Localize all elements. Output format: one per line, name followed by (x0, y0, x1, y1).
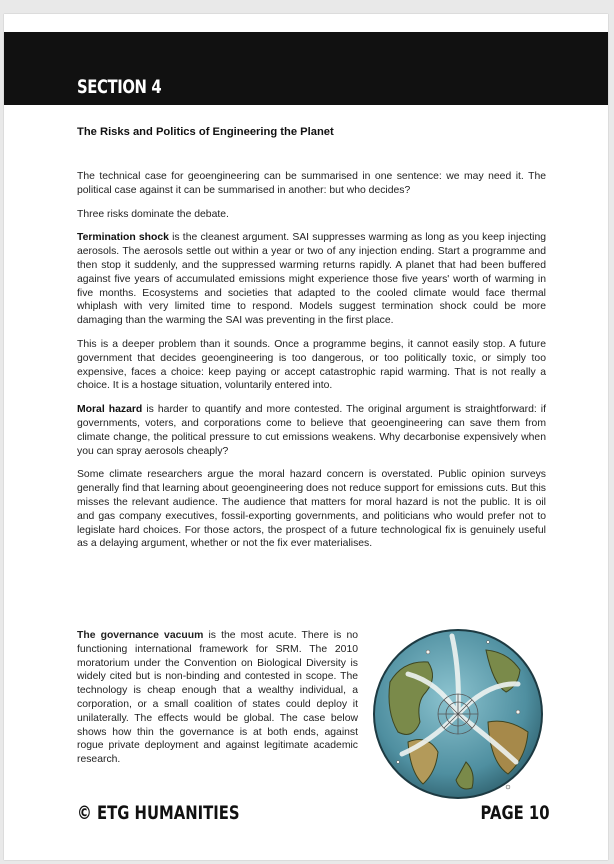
paragraph-governance-vacuum (77, 629, 358, 767)
paragraph-termination-shock (77, 231, 546, 328)
paragraph-moral-hazard-critique: Some climate researchers argue the moral hazard concern is overstated. Public opinion surveys generally find that learning about geoengineering does not reduce support for emissions cuts. But this misses the relevant audience. The audience that matters for moral hazard is not the public. It is oil and gas company executives, fossil-exporting governments, and politicians who would prefer not to legislate hard choices. For those actors, the prospect of a future technological fix is genuinely useful as a delaying argument, whether or not the fix ever materialises. (77, 469, 546, 550)
paragraph-hostage: This is a deeper problem than it sounds. Once a programme begins, it cannot easily stop. A future government that decides geoengineering is too dangerous, or too politically toxic, or simply too expensive, faces a choice: keep paying or accept catastrophic rapid warming. That is not really a choice. It is a hostage situation, voluntarily entered into. (77, 338, 546, 392)
article-body (77, 170, 546, 561)
governance-vacuum-text: is the most acute. There is no functioning international framework for SRM. The 2010 moratorium under the Convention on Biological Diversity is widely cited but is non-binding and contested in scope. The technology is cheap enough that a wealthy individual, a corporation, or a small coalition of states could deploy it unilaterally. The effects would be global. The case below shows how thin the governance is at both ends, against rogue private deployment and against legitimate academic research. (77, 630, 359, 766)
footer-brand: © ETG HUMANITIES (77, 802, 240, 824)
paragraph-moral-hazard (77, 403, 546, 458)
term-moral-hazard: Moral hazard (77, 404, 143, 416)
moral-hazard-text: is harder to quantify and more contested. The original argument is straightforward: if governments, voters, and corporations come to believe that geoengineering can save them from climate change, the political pressure to cut emissions weakens. Why decarbonise expensively when you can spray aerosols cheaply? (77, 404, 546, 457)
page (4, 14, 608, 860)
article-heading: The Risks and Politics of Engineering the Planet (77, 126, 334, 138)
page-number: PAGE 10 (480, 802, 550, 824)
paragraph-three-risks: Three risks dominate the debate. (77, 208, 229, 220)
paragraph-intro: The technical case for geoengineering can be summarised in one sentence: we may need it. The political case against it can be summarised in another: but who decides? (77, 171, 546, 196)
section-title: SECTION 4 (77, 76, 162, 98)
term-termination-shock: Termination shock (77, 232, 169, 244)
globe-illustration (368, 622, 548, 802)
termination-shock-text: is the cleanest argument. SAI suppresses warming as long as you keep injecting aerosols. The aerosols settle out within a year or two of any injection ending. Start a programme and then stop it suddenly, and the suppressed warming returns rapidly. A planet that had been buffered against five years of accumulated emissions might experience those five years' worth of warming in five months. Ecosystems and societies that adapted to the cooled climate would face thermal whiplash with very limited time to respond. Models suggest termination shock could be more damaging than the warming the SAI was preventing in the first place. (77, 232, 547, 327)
section-banner (4, 32, 608, 105)
term-governance-vacuum: The governance vacuum (77, 630, 204, 641)
